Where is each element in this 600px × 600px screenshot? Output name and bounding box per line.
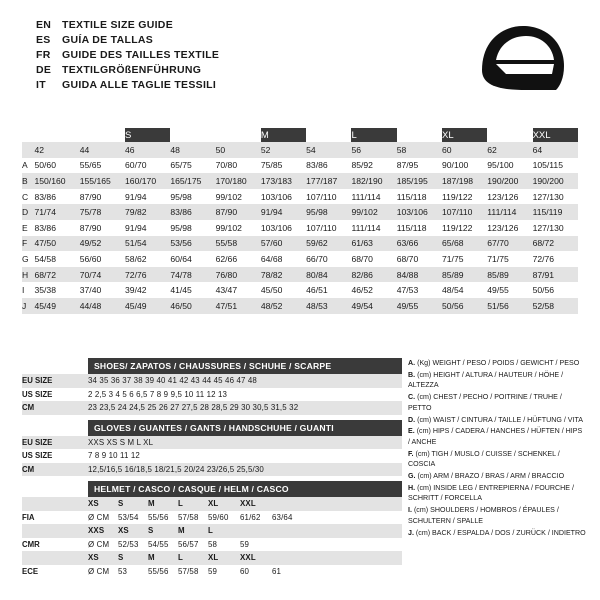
band-cell-s: S	[125, 128, 170, 142]
cell: 70/74	[79, 269, 102, 280]
cell: 173/183	[260, 175, 292, 186]
row-label: US SIZE	[22, 451, 53, 461]
cell: 85/92	[351, 160, 373, 171]
header-row	[36, 33, 336, 48]
value: 59	[240, 539, 250, 549]
cell: 119/122	[442, 222, 473, 233]
cell: 107/110	[306, 191, 337, 202]
size-number: 42	[34, 144, 45, 155]
helmet-table	[22, 497, 402, 578]
row-letter: B	[22, 175, 28, 186]
table-header-row	[22, 524, 402, 538]
band-cell	[80, 128, 125, 142]
legend-text: (cm) BACK / ESPALDA / DOS / ZURÜCK / INDIETRO	[415, 528, 586, 537]
cell: 119/122	[442, 191, 473, 202]
cell: 41/45	[170, 285, 192, 296]
header-title-text: GUIDE DES TAILLES TEXTILE	[62, 49, 220, 61]
value: 56/57	[178, 539, 199, 549]
cell: 51/54	[125, 238, 147, 249]
table-row	[22, 298, 578, 314]
cell: 123/126	[487, 222, 519, 233]
table-row	[22, 511, 402, 525]
unit: Ø CM	[88, 512, 110, 522]
cell: 87/91	[532, 269, 555, 280]
band-cell-xxl: XXL	[533, 128, 578, 142]
header-lang-code: ES	[36, 34, 51, 46]
legend-item-i	[408, 505, 586, 526]
helmet-icon	[466, 16, 576, 106]
cell: 91/94	[125, 222, 147, 233]
cell: 170/180	[215, 175, 247, 186]
helmet-cmr-header	[88, 524, 402, 538]
helmet-fia-values	[88, 511, 402, 525]
size-xs: XS	[88, 553, 99, 563]
band-cell	[216, 128, 261, 142]
legend-item-a	[408, 358, 586, 368]
row-letter: G	[22, 253, 29, 264]
row-label: US SIZE	[22, 389, 53, 399]
cell: 61/63	[351, 238, 373, 249]
header-language-list	[36, 18, 336, 93]
table-row	[22, 189, 578, 205]
cell: 87/90	[215, 207, 238, 218]
row-values: 7 8 9 10 11 12	[88, 451, 140, 461]
cell: 58/62	[125, 253, 147, 264]
gloves-table	[22, 436, 402, 477]
row-letter: E	[22, 222, 28, 233]
gloves-section-title: GLOVES / GUANTES / GANTS / HANDSCHUHE / GUANTI	[88, 420, 402, 436]
cell: 103/106	[396, 207, 428, 218]
cell: 182/190	[351, 175, 383, 186]
cell: 103/106	[260, 191, 292, 202]
header-row	[36, 18, 336, 33]
legend-item-c	[408, 392, 586, 413]
cell: 95/98	[170, 191, 192, 202]
cell: 75/85	[260, 160, 283, 171]
cell: 49/54	[351, 300, 373, 311]
cell: 107/110	[306, 222, 337, 233]
value: 59	[208, 566, 218, 576]
row-letter: D	[22, 207, 29, 218]
cell: 44/48	[79, 300, 102, 311]
value: 61/62	[240, 512, 261, 522]
row-label: EU SIZE	[22, 376, 53, 386]
cell: 68/70	[351, 253, 373, 264]
shoes-section-title: SHOES/ ZAPATOS / CHAUSSURES / SCHUHE / SCARPE	[88, 358, 402, 374]
size-number: 54	[306, 144, 316, 155]
row-label-cmr: CMR	[22, 539, 40, 549]
helmet-ece-values	[88, 565, 402, 579]
table-row	[22, 251, 578, 267]
cell: 85/89	[487, 269, 509, 280]
legend-text: (Kg) WEIGHT / PESO / POIDS / GEWICHT / PESO	[417, 359, 580, 367]
legend-key: I.	[408, 506, 412, 515]
legend-key: B.	[408, 370, 416, 379]
value: 52/53	[118, 539, 139, 549]
band-cell	[487, 128, 532, 142]
value: 57/58	[178, 566, 199, 576]
legend-text: (cm) INSIDE LEG / ENTREPIERNA / FOURCHE / SCHRITT / FORCELLA	[408, 483, 574, 503]
cell: 72/76	[125, 269, 147, 280]
cell: 99/102	[215, 191, 242, 202]
cell: 66/70	[306, 253, 328, 264]
value: 53	[118, 566, 128, 576]
header-title-text: TEXTILE SIZE GUIDE	[62, 19, 173, 31]
cell: 51/56	[487, 300, 509, 311]
cell: 68/72	[34, 269, 56, 280]
size-number: 58	[396, 144, 407, 155]
cell: 46/52	[351, 285, 373, 296]
cell: 74/78	[170, 269, 192, 280]
cell: 55/65	[79, 160, 102, 171]
value: 53/54	[118, 512, 139, 522]
shoes-table	[22, 374, 402, 415]
cell: 115/118	[396, 191, 427, 202]
value: 63/64	[272, 512, 293, 522]
table-row	[22, 463, 402, 477]
cell: 56/60	[79, 253, 102, 264]
cell: 59/62	[306, 238, 328, 249]
legend-text: (cm) ARM / BRAZO / BRAS / ARM / BRACCIO	[417, 472, 565, 481]
cell: 43/47	[215, 285, 238, 296]
cell: 95/98	[306, 207, 328, 218]
measurement-legend	[408, 358, 586, 540]
cell: 187/198	[442, 175, 474, 186]
value: 55/56	[148, 512, 169, 522]
row-values: XXS XS S M L XL	[88, 437, 154, 447]
cell: 127/130	[532, 222, 564, 233]
cell: 49/55	[487, 285, 509, 296]
cell: 95/98	[170, 222, 192, 233]
table-header-row	[22, 497, 402, 511]
header-row	[36, 63, 336, 78]
legend-item-g	[408, 471, 586, 481]
legend-key: G.	[408, 472, 416, 481]
band-cell	[34, 128, 79, 142]
row-values: 34 35 36 37 38 39 40 41 42 43 44 45 46 47 48	[88, 376, 257, 386]
cell: 99/102	[215, 222, 242, 233]
cell: 63/66	[396, 238, 419, 249]
legend-item-d	[408, 415, 586, 425]
cell: 95/100	[487, 160, 514, 171]
unit: Ø CM	[88, 539, 110, 549]
row-values: 12,5/16,5 16/18,5 18/21,5 20/24 23/26,5 25,5/30	[88, 464, 264, 474]
table-row	[22, 436, 402, 450]
cell: 91/94	[125, 191, 147, 202]
legend-text: (cm) WAIST / CINTURA / TAILLE / HÜFTUNG / VITA	[417, 415, 584, 424]
cell: 150/160	[34, 175, 66, 186]
cell: 87/95	[396, 160, 419, 171]
table-row	[22, 565, 402, 579]
cell: 83/86	[34, 222, 56, 233]
legend-key: E.	[408, 427, 415, 436]
legend-text: (cm) HEIGHT / ALTURA / HAUTEUR / HÖHE / ALTEZZA	[408, 370, 564, 390]
cell: 111/114	[351, 191, 381, 202]
size-number: 48	[170, 144, 180, 155]
helmet-section-title: HELMET / CASCO / CASQUE / HELM / CASCO	[88, 481, 402, 497]
band-cell	[397, 128, 442, 142]
cell: 115/118	[396, 222, 427, 233]
legend-item-e	[408, 426, 586, 447]
table-row	[22, 449, 402, 463]
cell: 76/80	[215, 269, 238, 280]
helmet-cmr-values	[88, 538, 402, 552]
legend-text: (cm) TIGH / MUSLO / CUISSE / SCHENKEL / COSCIA	[408, 449, 560, 469]
cell: 46/51	[306, 285, 328, 296]
row-values: 23 23,5 24 24,5 25 26 27 27,5 28 28,5 29 30 30,5 31,5 32	[88, 403, 299, 413]
table-row	[22, 282, 578, 298]
band-cell	[170, 128, 215, 142]
cell: 165/175	[170, 175, 202, 186]
row-label: CM	[22, 403, 35, 413]
row-letter: H	[22, 269, 29, 280]
size-l: L	[178, 553, 183, 563]
unit: Ø CM	[88, 566, 110, 576]
cell: 45/49	[34, 300, 56, 311]
size-l: L	[178, 499, 183, 509]
cell: 46/50	[170, 300, 192, 311]
cell: 75/78	[79, 207, 102, 218]
cell: 83/86	[170, 207, 192, 218]
cell: 71/75	[487, 253, 509, 264]
legend-item-j	[408, 528, 586, 538]
value: 58	[208, 539, 218, 549]
table-row	[22, 173, 578, 189]
cell: 190/200	[532, 175, 564, 186]
header-lang-code: FR	[36, 49, 51, 61]
table-row	[22, 267, 578, 283]
table-row	[22, 220, 578, 236]
row-letter: A	[22, 160, 28, 171]
value: 57/58	[178, 512, 199, 522]
size-xxs: XXS	[88, 526, 105, 536]
helmet-ece-header	[88, 551, 402, 565]
cell: 45/50	[260, 285, 283, 296]
header-title-text: GUÍA DE TALLAS	[62, 34, 154, 46]
row-label-fia: FIA	[22, 512, 35, 522]
header-title-text: TEXTILGRÖßENFÜHRUNG	[62, 64, 202, 76]
cell: 123/126	[487, 191, 519, 202]
legend-key: F.	[408, 449, 414, 458]
cell: 103/106	[260, 222, 292, 233]
table-row	[22, 236, 578, 252]
band-cell-m: M	[261, 128, 306, 142]
cell: 87/90	[79, 222, 102, 233]
legend-text: (cm) HIPS / CADERA / HANCHES / HÜFTEN / HIPS / ANCHE	[408, 427, 583, 446]
header-title-text: GUIDA ALLE TAGLIE TESSILI	[62, 79, 217, 91]
value: 60	[240, 566, 250, 576]
cell: 82/86	[351, 269, 373, 280]
cell: 177/187	[306, 175, 338, 186]
legend-item-b	[408, 370, 586, 391]
cell: 62/66	[215, 253, 238, 264]
cell: 52/58	[532, 300, 555, 311]
header-lang-code: EN	[36, 19, 52, 31]
size-number: 44	[79, 144, 90, 155]
row-label: CM	[22, 464, 35, 474]
cell: 48/52	[260, 300, 283, 311]
cell: 54/58	[34, 253, 56, 264]
cell: 35/38	[34, 285, 56, 296]
row-label: EU SIZE	[22, 437, 53, 447]
row-letter: I	[22, 285, 25, 296]
value: 59/60	[208, 512, 229, 522]
size-m: M	[148, 553, 155, 563]
cell: 55/58	[215, 238, 238, 249]
cell: 91/94	[260, 207, 283, 218]
table-row	[22, 374, 402, 388]
cell: 64/68	[260, 253, 283, 264]
table-row	[22, 538, 402, 552]
row-letter: F	[22, 238, 28, 249]
legend-key: H.	[408, 483, 416, 492]
band-cell	[306, 128, 351, 142]
table-row	[22, 401, 402, 415]
size-m: M	[178, 526, 185, 536]
size-xxl: XXL	[240, 499, 256, 509]
helmet-fia-header	[88, 497, 402, 511]
cell: 111/114	[351, 222, 381, 233]
cell: 80/84	[306, 269, 328, 280]
cell: 71/75	[442, 253, 464, 264]
cell: 50/60	[34, 160, 56, 171]
size-number: 52	[260, 144, 271, 155]
legend-key: C.	[408, 393, 416, 402]
size-number: 64	[532, 144, 543, 155]
cell: 70/80	[215, 160, 238, 171]
secondary-tables	[22, 358, 402, 578]
size-number: 62	[487, 144, 497, 155]
legend-text: (cm) CHEST / PECHO / POITRINE / TRUHE / PETTO	[408, 393, 562, 412]
legend-item-h	[408, 483, 586, 504]
cell: 53/56	[170, 238, 192, 249]
cell: 87/90	[79, 191, 102, 202]
legend-key: J.	[408, 528, 414, 537]
cell: 39/42	[125, 285, 147, 296]
legend-key: D.	[408, 415, 416, 424]
cell: 49/55	[396, 300, 419, 311]
header-row	[36, 78, 336, 93]
cell: 50/56	[442, 300, 464, 311]
cell: 57/60	[260, 238, 283, 249]
cell: 60/70	[125, 160, 147, 171]
cell: 160/170	[125, 175, 157, 186]
cell: 71/74	[34, 207, 56, 218]
header-lang-code: IT	[36, 79, 46, 91]
cell: 49/52	[79, 238, 102, 249]
row-letter: J	[22, 300, 27, 311]
table-row	[22, 388, 402, 402]
size-number: 56	[351, 144, 361, 155]
cell: 111/114	[487, 207, 517, 218]
legend-item-f	[408, 449, 586, 470]
cell: 107/110	[442, 207, 473, 218]
size-chart-table	[22, 128, 578, 314]
row-values: 2 2,5 3 4 5 6 6,5 7 8 9 9,5 10 11 12 13	[88, 389, 228, 399]
cell: 65/75	[170, 160, 192, 171]
cell: 155/165	[79, 175, 111, 186]
cell: 47/50	[34, 238, 56, 249]
cell: 48/54	[442, 285, 464, 296]
size-number: 50	[215, 144, 226, 155]
cell: 127/130	[532, 191, 564, 202]
cell: 78/82	[260, 269, 283, 280]
cell: 47/51	[215, 300, 238, 311]
cell: 68/72	[532, 238, 555, 249]
cell: 47/53	[396, 285, 419, 296]
cell: 99/102	[351, 207, 378, 218]
cell: 48/53	[306, 300, 328, 311]
legend-key: A.	[408, 359, 416, 367]
cell: 72/76	[532, 253, 555, 264]
size-number: 46	[125, 144, 135, 155]
size-m: M	[148, 499, 155, 509]
header-lang-code: DE	[36, 64, 52, 76]
cell: 67/70	[487, 238, 509, 249]
cell: 190/200	[487, 175, 519, 186]
cell: 68/70	[396, 253, 419, 264]
cell: 185/195	[396, 175, 428, 186]
size-xs: XS	[88, 499, 99, 509]
row-letter: C	[22, 191, 29, 202]
table-band-row	[22, 128, 578, 142]
cell: 84/88	[396, 269, 419, 280]
size-s: S	[148, 526, 154, 536]
cell: 50/56	[532, 285, 555, 296]
legend-text: (cm) SHOULDERS / HOMBROS / ÉPAULES / SCHULTERN / SPALLE	[408, 506, 559, 525]
cell: 65/68	[442, 238, 464, 249]
size-s: S	[118, 553, 124, 563]
size-xl: XL	[208, 553, 219, 563]
row-label-ece: ECE	[22, 566, 39, 576]
size-l: L	[208, 526, 213, 536]
cell: 105/115	[532, 160, 563, 171]
cell: 85/89	[442, 269, 464, 280]
band-cell-l: L	[351, 128, 396, 142]
table-row	[22, 158, 578, 174]
value: 54/55	[148, 539, 169, 549]
size-xs: XS	[118, 526, 129, 536]
size-xl: XL	[208, 499, 219, 509]
table-header-row	[22, 551, 402, 565]
cell: 45/49	[125, 300, 147, 311]
size-xxl: XXL	[240, 553, 256, 563]
header-row	[36, 48, 336, 63]
cell: 79/82	[125, 207, 147, 218]
cell: 37/40	[79, 285, 102, 296]
cell: 115/119	[532, 207, 563, 218]
table-size-row	[22, 142, 578, 158]
cell: 60/64	[170, 253, 192, 264]
cell: 83/86	[34, 191, 56, 202]
cell: 90/100	[442, 160, 469, 171]
value: 55/56	[148, 566, 169, 576]
size-number: 60	[442, 144, 452, 155]
value: 61	[272, 566, 282, 576]
band-cell-xl: XL	[442, 128, 487, 142]
size-s: S	[118, 499, 124, 509]
table-row	[22, 204, 578, 220]
cell: 83/86	[306, 160, 328, 171]
